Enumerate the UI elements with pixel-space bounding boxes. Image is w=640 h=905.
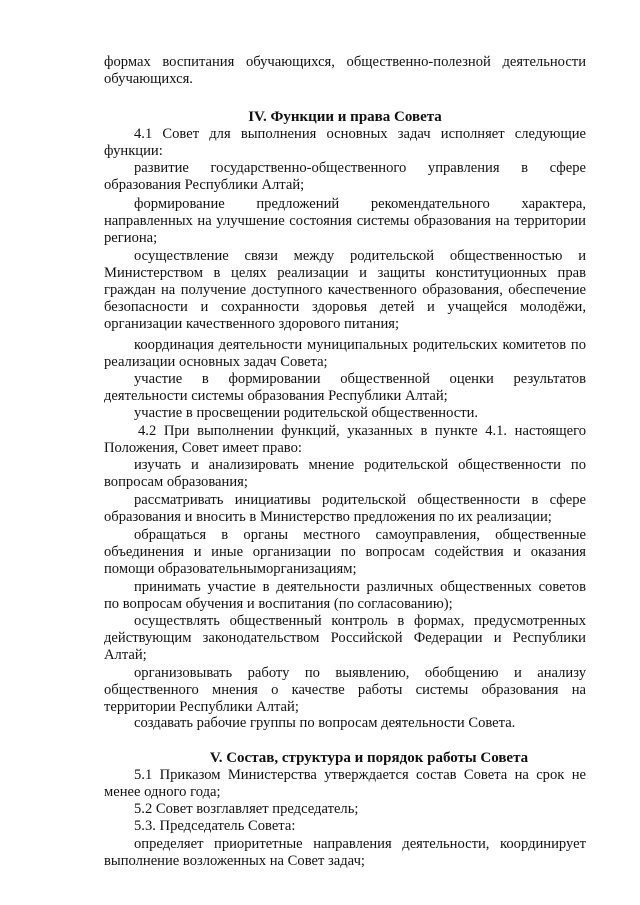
right-item: принимать участие в деятельности различных общественных советов по вопросам обучения и воспитания (по согласованию); [104,579,586,612]
section-v-heading: V. Состав, структура и порядок работы Совета [209,750,529,766]
intro-paragraph: формах воспитания обучающихся, общественно-полезной деятельности обучающихся. [104,54,586,87]
right-item: осуществлять общественный контроль в формах, предусмотренных действующим законодательством Российской Федерации и Республики Алтай; [104,613,586,663]
function-item: участие в просвещении родительской общественности. [134,405,479,421]
paragraph-4-1: 4.1 Совет для выполнения основных задач исполняет следующие функции: [104,126,586,159]
section-iv-heading: IV. Функции и права Совета [248,109,442,125]
paragraph-4-2: 4.2 При выполнении функций, указанных в пункте 4.1. настоящего Положения, Совет имеет право: [104,423,586,456]
function-item: развитие государственно-общественного управления в сфере образования Республики Алтай; [104,160,586,193]
chair-duty-item: определяет приоритетные направления деятельности, координирует выполнение возложенных на Совет задач; [104,836,586,869]
right-item: организовывать работу по выявлению, обобщению и анализу общественного мнения о качестве работы системы образования на территории Республики Алтай; [104,665,586,715]
right-item: изучать и анализировать мнение родительской общественности по вопросам образования; [104,457,586,490]
function-item: формирование предложений рекомендательного характера, направленных на улучшение состояния системы образования на территории региона; [104,196,586,246]
right-item: обращаться в органы местного самоуправления, общественные объединения и иные организации по вопросам содействия и оказания помощи образовательныморганизациям; [104,527,586,577]
function-item: участие в формировании общественной оценки результатов деятельности системы образования Республики Алтай; [104,371,586,404]
function-item: координация деятельности муниципальных родительских комитетов по реализации основных задач Совета; [104,337,586,370]
paragraph-5-2: 5.2 Совет возглавляет председатель; [134,801,359,817]
paragraph-5-3: 5.3. Председатель Совета: [134,818,296,834]
right-item: создавать рабочие группы по вопросам деятельности Совета. [134,715,516,731]
function-item: осуществление связи между родительской общественностью и Министерством в целях реализации и защиты конституционных прав граждан на получение доступного качественного образования, обеспечение безопасности и сохранности здоровья детей и учащейся молодёжи, организации качественного здорового питания; [104,248,586,332]
right-item: рассматривать инициативы родительской общественности в сфере образования и вносить в Министерство предложения по их реализации; [104,492,586,525]
paragraph-5-1: 5.1 Приказом Министерства утверждается состав Совета на срок не менее одного года; [104,767,586,800]
